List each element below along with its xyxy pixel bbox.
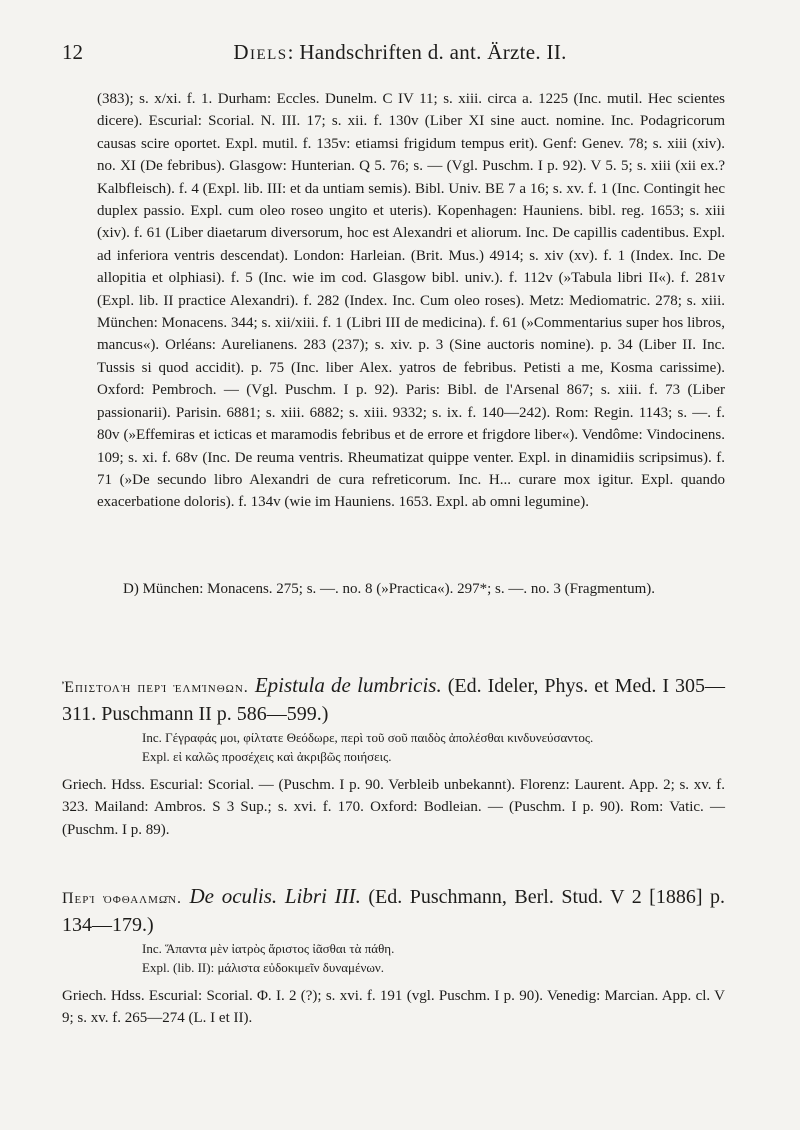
oculis-explicit: Expl. (lib. II): μάλιστα εὐδοκιμεῖν δυναμένων.	[142, 960, 385, 975]
oculis-incipit: Inc. Ἅπαντα μὲν ἰατρὸς ἄριστος ἰᾶσθαι τὰ πάθη.	[142, 941, 395, 956]
epistula-greek-title: Ἐπιστολὴ περὶ ἑλμίνθων.	[62, 679, 249, 696]
oculis-heading	[62, 883, 725, 939]
epistula-explicit: Expl. εἰ καλῶς προσέχεις καὶ ἀκριβῶς ποιήσεις.	[142, 749, 392, 764]
epistula-edition: (Ed. Ideler, Phys. et Med. I 305—311. Puschmann II p. 586—599.)	[62, 675, 726, 725]
epistula-incipit: Inc. Γέγραφάς μοι, φίλτατε Θεόδωρε, περὶ τοῦ σοῦ παιδὸς ἀπολέσθαι κινδυνεύσαντος.	[142, 730, 594, 745]
section-part-d	[97, 578, 725, 600]
page-number: 12	[62, 40, 83, 64]
running-header	[62, 40, 738, 70]
epistula-heading	[62, 672, 725, 728]
section-de-oculis	[62, 883, 725, 1030]
epistula-latin-title: Epistula de lumbricis.	[254, 673, 442, 697]
oculis-latin-title: De oculis. Libri III.	[189, 884, 361, 908]
section-manuscript-list	[97, 88, 725, 514]
section-epistula	[62, 672, 725, 841]
epistula-manuscripts: Griech. Hdss. Escurial: Scorial. — (Puschm. I p. 90. Verbleib unbekannt). Florenz: Laurent. App. 2; s. xv. f. 323. Mailand: Ambros. S 3 Sup.; s. xvi. f. 170. Oxford: Bodleian. — (Puschm. I p. 90). Rom: Vatic. — (Puschm. I p. 89).	[62, 777, 725, 838]
oculis-edition: (Ed. Puschmann, Berl. Stud. V 2 [1886] p. 134—179.)	[62, 886, 725, 936]
author-name: Diels	[233, 40, 288, 64]
oculis-manuscripts: Griech. Hdss. Escurial: Scorial. Φ. I. 2 (?); s. xvi. f. 191 (vgl. Puschm. I p. 90). Venedig: Marcian. App. cl. V 9; s. xv. f. 265—274 (L. I et II).	[62, 988, 725, 1027]
running-title-rest: : Handschriften d. ant. Ärzte. II.	[287, 40, 567, 64]
manuscript-paragraph: (383); s. x/xi. f. 1. Durham: Eccles. Dunelm. C IV 11; s. xiii. circa a. 1225 (Inc. mutil. Hec scientes dicere). Escurial: Scorial. N. III. 17; s. xii. f. 130v (Liber XI sine auct. nomine. Inc. Podagricorum causas scire oportet. Expl. mutil. f. 135v: etiamsi frigidum tempus erit). Genf: Genev. 78; s. xiii (xiv). no. XI (De febribus). Glasgow: Hunterian. Q 5. 76; s. — (Vgl. Puschm. I p. 92). V 5. 5; s. xiii (xii ex.? Kalbfleisch). f. 4 (Expl. lib. III: et da untiam semis). Bibl. Univ. BE 7 a 16; s. xv. f. 1 (Inc. Contingit hec duplex passio. Expl. cum oleo roseo ungito et uteris). Kopenhagen: Hauniens. bibl. reg. 1653; s. xiii (xiv). f. 61 (Liber diaetarum diversorum, hoc est Alexandri et aliorum. Inc. De capillis cadentibus. Expl. ad inferiora ventris descendat). London: Harleian. (Brit. Mus.) 4914; s. xiv (xv). f. 1 (Index. Inc. De allopitia et olphiasi). f. 5 (Inc. wie im cod. Glasgow bibl. univ.). f. 112v (»Tabula libri II«). f. 281v (Expl. lib. II practice Alexandri). f. 282 (Index. Inc. Cum oleo roses). Metz: Mediomatric. 278; s. xiii. München: Monacens. 344; s. xii/xiii. f. 1 (Libri III de medicina). f. 61 (»Commentarius super hos libros, mancus«). Orléans: Aurelianens. 283 (237); s. xiv. p. 3 (Sine auctoris nomine). p. 34 (Liber II. Inc. Tussis si quod accidit). p. 75 (Inc. liber Alex. yatros de febribus. Petisti a me, Kosma carissime). Oxford: Pembroch. — (Vgl. Puschm. I p. 92). Paris: Bibl. de l'Arsenal 867; s. xiii. f. 73 (Liber passionarii). Parisin. 6881; s. xiii. 6882; s. xiii. 9332; s. ix. f. 140—242). Rom: Regin. 1143; s. —. f. 80v (»Effemiras et icticas et maramodis febribus et de errore et frigdore liber«). Vendôme: Vindocinens. 109; s. xi. f. 68v (Inc. De reuma ventris. Rheumatizat quippe venter. Expl. in dinamidiis scripsimus). f. 71 (»De secundo libro Alexandri de cura refreticorum. Inc. H... curare mox igitur. Expl. quando exacerbatione doloris). f. 134v (wie im Hauniens. 1653. Expl. ab omni legumine).	[97, 91, 725, 511]
part-d-paragraph: D) München: Monacens. 275; s. —. no. 8 (»Practica«). 297*; s. —. no. 3 (Fragmentum).	[123, 581, 655, 597]
oculis-greek-title: Περὶ ὀφθαλμῶν.	[62, 890, 183, 907]
running-title	[62, 40, 738, 65]
